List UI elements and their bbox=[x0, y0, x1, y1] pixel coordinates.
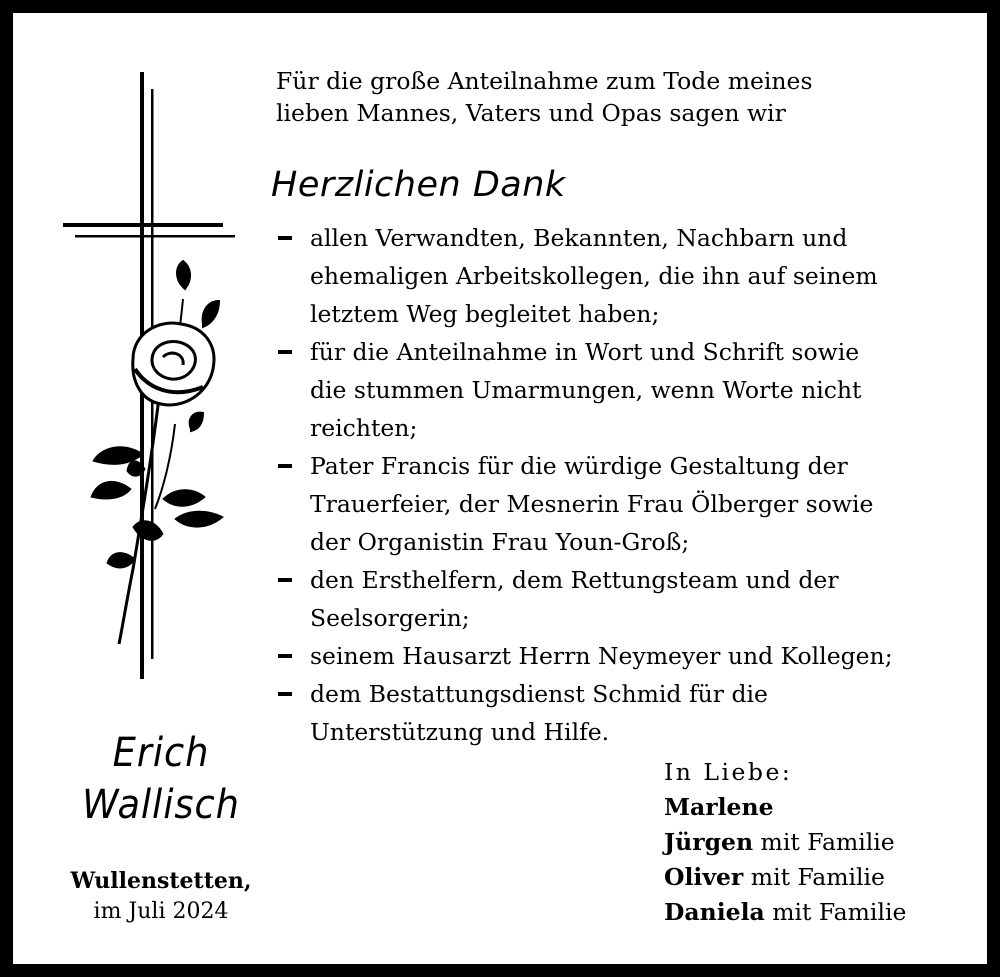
signature-entry: Daniela mit Familie bbox=[664, 898, 907, 926]
list-item: seinem Hausarzt Herrn Neymeyer und Kollegen; bbox=[274, 637, 954, 675]
dash-icon bbox=[278, 578, 292, 582]
thanks-list bbox=[274, 219, 954, 751]
cross-rose-illustration bbox=[63, 69, 253, 689]
signature-block bbox=[664, 755, 906, 930]
list-item: für die Anteilnahme in Wort und Schrift sowie die stummen Umarmungen, wenn Worte nicht reichten; bbox=[274, 333, 954, 447]
dash-icon bbox=[278, 236, 292, 240]
intro-text bbox=[276, 65, 813, 129]
list-item: dem Bestattungsdienst Schmid für die Unterstützung und Hilfe. bbox=[274, 675, 954, 751]
deceased-first-name: Erich bbox=[112, 730, 210, 776]
dash-icon bbox=[278, 464, 292, 468]
deceased-name bbox=[13, 727, 309, 831]
dash-icon bbox=[278, 692, 292, 696]
rose-icon bbox=[91, 261, 223, 644]
list-item: Pater Francis für die würdige Gestaltung der Trauerfeier, der Mesnerin Frau Ölberger sowie der Organistin Frau Youn-Groß; bbox=[274, 447, 954, 561]
signature-header: In Liebe: bbox=[664, 758, 793, 786]
signature-entry: Marlene bbox=[664, 793, 774, 821]
obituary-card bbox=[13, 13, 987, 964]
signature-entry: Jürgen mit Familie bbox=[664, 828, 895, 856]
place-date bbox=[13, 866, 309, 927]
place-town: Wullenstetten, bbox=[70, 868, 252, 894]
thanks-heading: Herzlichen Dank bbox=[271, 165, 566, 205]
list-item: allen Verwandten, Bekannten, Nachbarn und ehemaligen Arbeitskollegen, die ihn auf seinem letztem Weg begleitet haben; bbox=[274, 219, 954, 333]
deceased-last-name: Wallisch bbox=[82, 782, 240, 828]
place-date-text: im Juli 2024 bbox=[93, 899, 229, 924]
signature-entry: Oliver mit Familie bbox=[664, 863, 885, 891]
list-item: den Ersthelfern, dem Rettungsteam und der Seelsorgerin; bbox=[274, 561, 954, 637]
intro-line: lieben Mannes, Vaters und Opas sagen wir bbox=[276, 99, 786, 127]
dash-icon bbox=[278, 350, 292, 354]
intro-line: Für die große Anteilnahme zum Tode meines bbox=[276, 67, 813, 95]
dash-icon bbox=[278, 654, 292, 658]
